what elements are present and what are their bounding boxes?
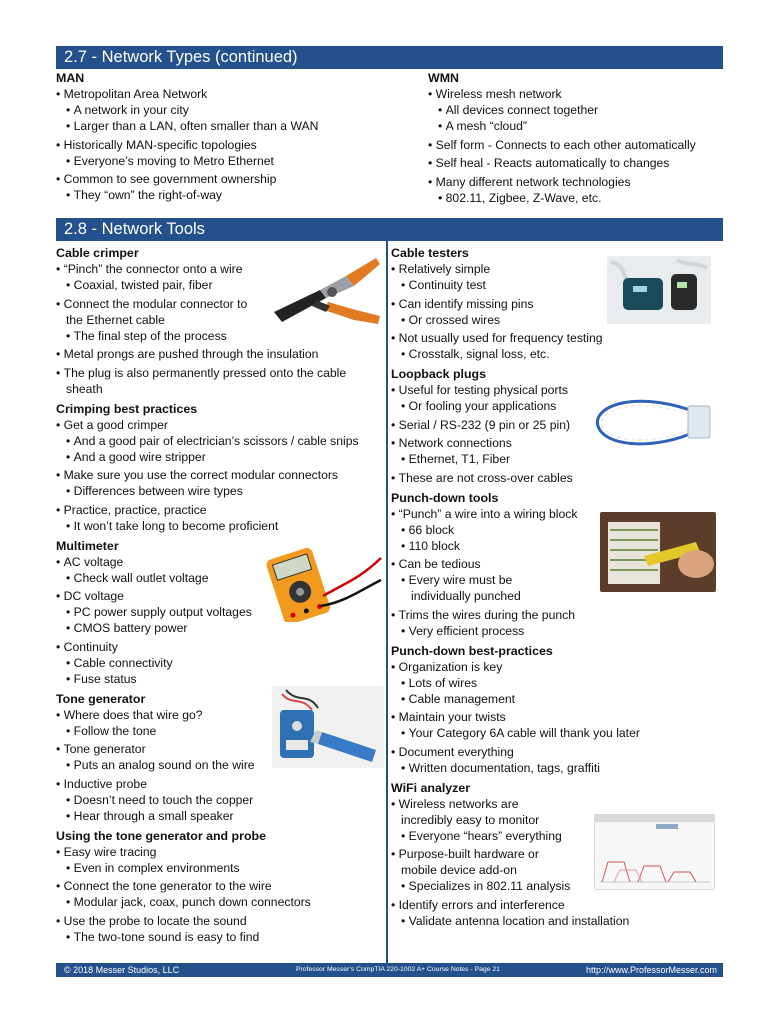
list-item: • 802.11, Zigbee, Z-Wave, etc. xyxy=(428,190,728,206)
list-item: • It won’t take long to become proficient xyxy=(56,518,386,534)
cable-testers-heading: Cable testers xyxy=(391,246,469,260)
list-item: • Ethernet, T1, Fiber xyxy=(391,451,721,467)
wifi-heading: WiFi analyzer xyxy=(391,780,471,795)
man-heading: MAN xyxy=(56,71,85,85)
list-item: • Lots of wires xyxy=(391,675,721,691)
list-item: • “Punch” a wire into a wiring block xyxy=(391,506,721,522)
list-item-continuation: individually punched xyxy=(411,589,521,603)
list-item: • And a good wire stripper xyxy=(56,449,386,465)
wmn-heading: WMN xyxy=(428,71,459,85)
page-footer xyxy=(56,963,723,977)
list-item: • Self form - Connects to each other automatically xyxy=(428,137,728,153)
list-item: • Hear through a small speaker xyxy=(56,808,386,824)
list-item: • Wireless mesh network xyxy=(428,86,728,102)
list-item: • Very efficient process xyxy=(391,623,721,639)
list-item: • Specializes in 802.11 analysis xyxy=(391,878,721,894)
list-item: • Or fooling your applications xyxy=(391,398,721,414)
list-item: • Common to see government ownership xyxy=(56,171,406,187)
tone-generator-photo xyxy=(272,686,384,768)
section-title-network-types: 2.7 - Network Types (continued) xyxy=(56,46,723,69)
multimeter-heading: Multimeter xyxy=(56,538,119,553)
list-item: • Modular jack, coax, punch down connectors xyxy=(56,894,386,910)
footer-url-link[interactable]: http://www.ProfessorMesser.com xyxy=(585,965,717,975)
list-item: • Trims the wires during the punch xyxy=(391,607,721,623)
list-item: • Metal prongs are pushed through the insulation xyxy=(56,346,386,362)
list-item-continuation: the Ethernet cable xyxy=(66,312,165,327)
wifi-analyzer-screenshot xyxy=(594,814,715,890)
footer-course-notes: Professor Messer’s CompTIA 220-1002 A+ Course Notes - Page 21 xyxy=(296,966,500,973)
list-item: • Crosstalk, signal loss, etc. xyxy=(391,346,721,362)
list-item: • Self heal - Reacts automatically to changes xyxy=(428,155,728,171)
list-item: • Identify errors and interference xyxy=(391,897,721,913)
list-item: • PC power supply output voltages xyxy=(56,604,386,620)
list-item: • Wireless networks are xyxy=(391,796,721,812)
list-item: • Everyone “hears” everything xyxy=(391,828,721,844)
list-item: • Not usually used for frequency testing xyxy=(391,330,721,346)
list-item: • Many different network technologies xyxy=(428,174,728,190)
list-item: • Easy wire tracing xyxy=(56,844,386,860)
list-item: • Even in complex environments xyxy=(56,860,386,876)
list-item: • Your Category 6A cable will thank you later xyxy=(391,725,721,741)
using-tone-heading: Using the tone generator and probe xyxy=(56,828,266,843)
list-item: • Differences between wire types xyxy=(56,483,386,499)
punchdown-heading: Punch-down tools xyxy=(391,490,499,505)
list-item: • CMOS battery power xyxy=(56,620,386,636)
list-item: • Useful for testing physical ports xyxy=(391,382,721,398)
list-item: • Historically MAN-specific topologies xyxy=(56,137,406,153)
list-item: • Follow the tone xyxy=(56,723,386,739)
punchdown-bp-heading: Punch-down best-practices xyxy=(391,643,553,658)
list-item: • These are not cross-over cables xyxy=(391,470,721,486)
list-item: • Fuse status xyxy=(56,671,386,687)
list-item: • Inductive probe xyxy=(56,776,386,792)
list-item: • Cable management xyxy=(391,691,721,707)
list-item: • Connect the tone generator to the wire xyxy=(56,878,386,894)
column-divider xyxy=(386,241,388,963)
list-item: • Practice, practice, practice xyxy=(56,502,386,518)
list-item: • 66 block xyxy=(391,522,721,538)
list-item: • A mesh “cloud” xyxy=(428,118,728,134)
list-item: • 110 block xyxy=(391,538,721,554)
list-item: • “Pinch” the connector onto a wire xyxy=(56,261,386,277)
cable-tester-photo xyxy=(607,256,711,324)
list-item: • Where does that wire go? xyxy=(56,707,386,723)
list-item: • Cable connectivity xyxy=(56,655,386,671)
list-item: • They “own” the right-of-way xyxy=(56,187,406,203)
list-item: • Larger than a LAN, often smaller than a WAN xyxy=(56,118,406,134)
list-item: • The plug is also permanently pressed onto the cable sheath xyxy=(56,365,386,397)
list-item: • Purpose-built hardware or xyxy=(391,846,721,862)
list-item: • Get a good crimper xyxy=(56,417,386,433)
list-item: • Document everything xyxy=(391,744,721,760)
list-item-continuation: incredibly easy to monitor xyxy=(401,812,540,827)
list-item: • Coaxial, twisted pair, fiber xyxy=(56,277,386,293)
list-item: • A network in your city xyxy=(56,102,406,118)
list-item: • Or crossed wires xyxy=(391,312,721,328)
loopback-plug-photo xyxy=(590,388,717,464)
list-item: • Make sure you use the correct modular connectors xyxy=(56,467,386,483)
list-item: • Continuity test xyxy=(391,277,721,293)
cable-crimper-photo xyxy=(268,250,383,334)
section-title-network-tools: 2.8 - Network Tools xyxy=(56,218,723,241)
punch-down-tool-photo xyxy=(600,512,716,592)
list-item: • Can be tedious xyxy=(391,556,721,572)
list-item: • Metropolitan Area Network xyxy=(56,86,406,102)
list-item: • Doesn’t need to touch the copper xyxy=(56,792,386,808)
list-item: • Connect the modular connector to xyxy=(56,296,386,312)
list-item: • Everyone’s moving to Metro Ethernet xyxy=(56,153,406,169)
list-item: • Validate antenna location and installation xyxy=(391,913,721,929)
list-item: • AC voltage xyxy=(56,554,386,570)
list-item: • Use the probe to locate the sound xyxy=(56,913,386,929)
list-item: • Continuity xyxy=(56,639,386,655)
list-item: • All devices connect together xyxy=(428,102,728,118)
man-section xyxy=(56,70,406,203)
list-item: • Written documentation, tags, graffiti xyxy=(391,760,721,776)
tone-generator-heading: Tone generator xyxy=(56,691,146,706)
list-item: • Organization is key xyxy=(391,659,721,675)
cable-crimper-heading: Cable crimper xyxy=(56,246,139,260)
list-item: • Serial / RS-232 (9 pin or 25 pin) xyxy=(391,417,721,433)
list-item: • Can identify missing pins xyxy=(391,296,721,312)
footer-copyright: © 2018 Messer Studios, LLC xyxy=(64,965,180,975)
list-item: • DC voltage xyxy=(56,588,386,604)
list-item: • The two-tone sound is easy to find xyxy=(56,929,386,945)
wmn-section xyxy=(428,70,728,206)
list-item: • Maintain your twists xyxy=(391,709,721,725)
loopback-heading: Loopback plugs xyxy=(391,367,486,381)
list-item: • Puts an analog sound on the wire xyxy=(56,757,386,773)
list-item: • And a good pair of electrician’s scissors / cable snips xyxy=(56,433,386,449)
multimeter-photo xyxy=(263,540,384,622)
crimping-heading: Crimping best practices xyxy=(56,401,198,416)
list-item: • Check wall outlet voltage xyxy=(56,570,386,586)
list-item: • Network connections xyxy=(391,435,721,451)
list-item-continuation: mobile device add-on xyxy=(401,863,517,877)
list-item: • Tone generator xyxy=(56,741,386,757)
list-item: • Every wire must be xyxy=(391,572,721,588)
list-item: • Relatively simple xyxy=(391,261,721,277)
list-item: • The final step of the process xyxy=(56,328,386,344)
